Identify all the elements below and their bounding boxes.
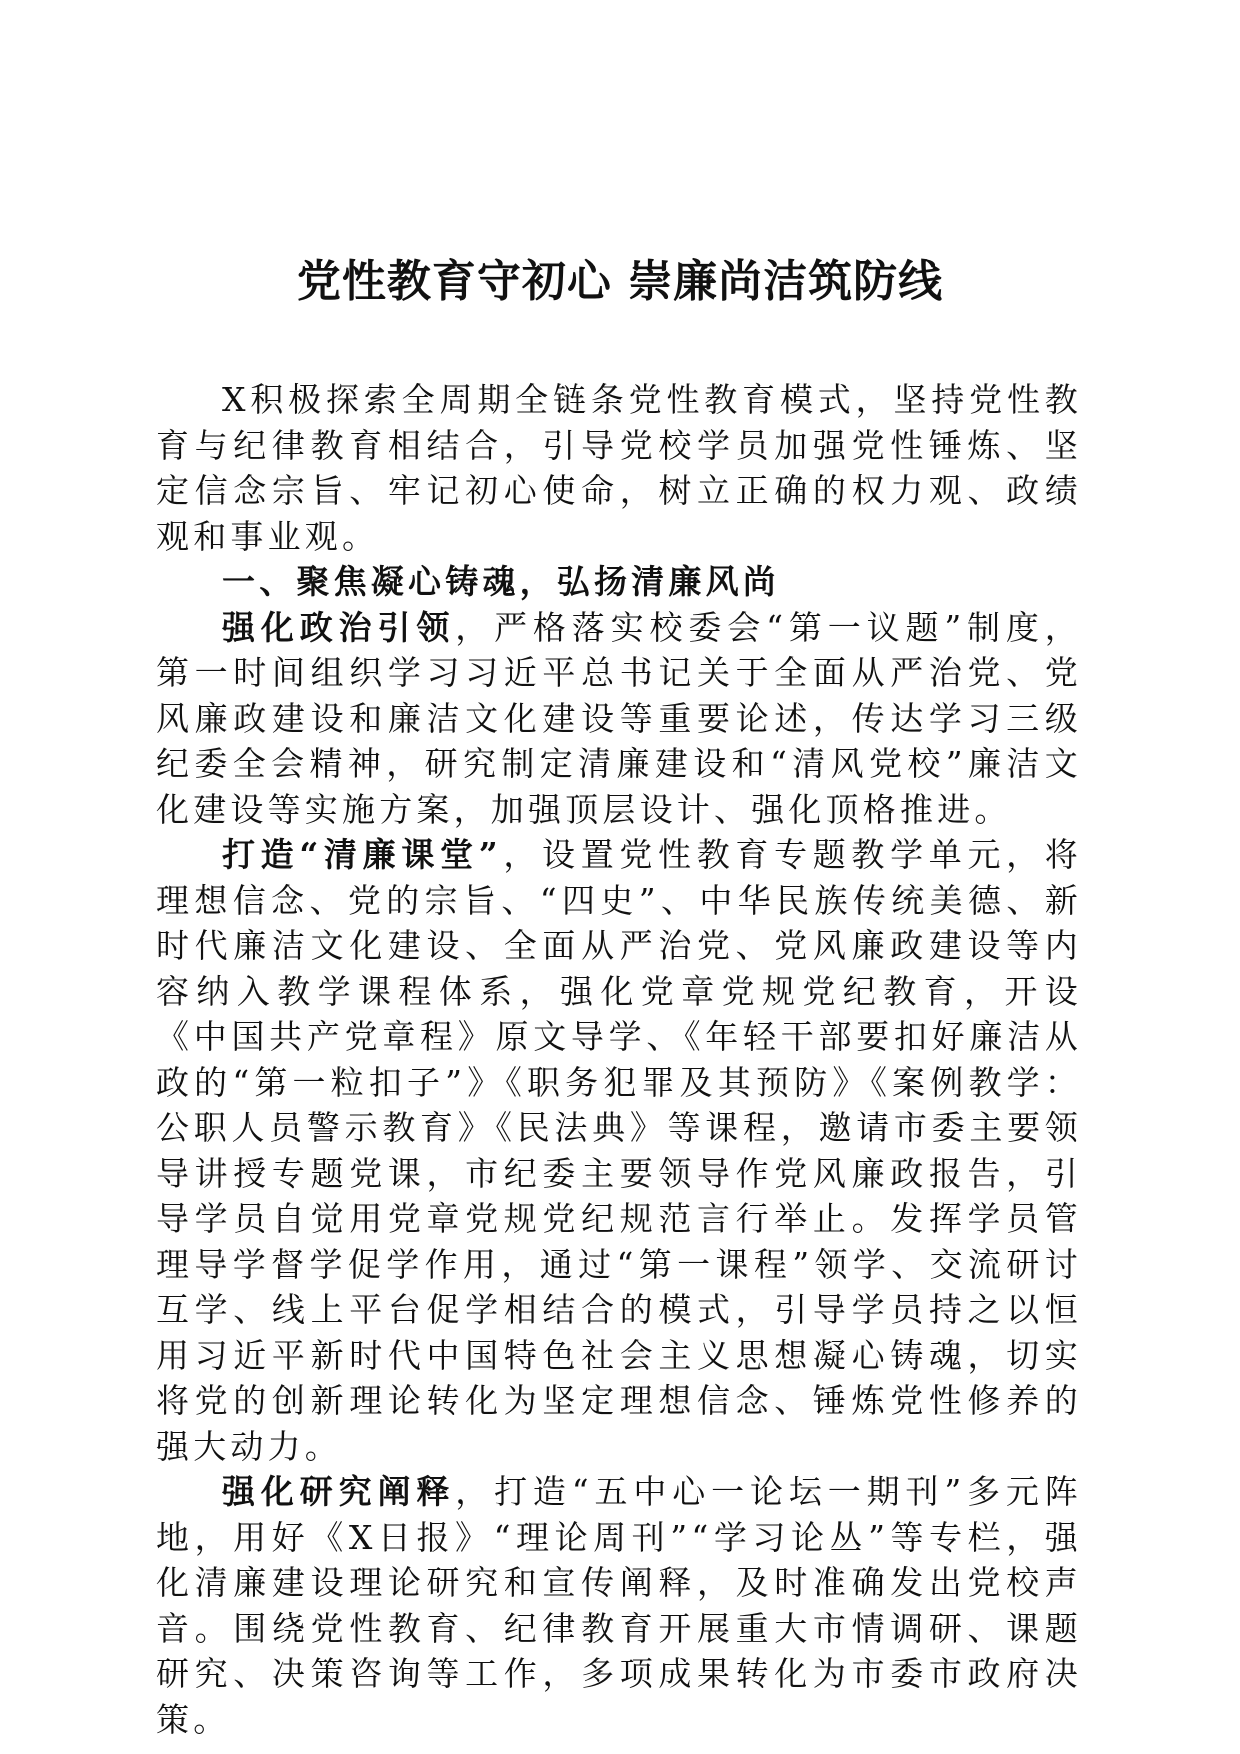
section-heading: 一、聚焦凝心铸魂，弘扬清廉风尚 (222, 562, 780, 601)
paragraph-lead: 强化研究阐释 (222, 1472, 456, 1511)
paragraph-political-guidance (156, 605, 1082, 833)
paragraph-lead: 打造“清廉课堂” (222, 835, 502, 874)
paragraph-clean-classroom (156, 832, 1082, 1469)
document-title: 党性教育守初心 崇廉尚洁筑防线 (296, 256, 944, 307)
paragraph-text: ，设置党性教育专题教学单元，将理想信念、党的宗旨、“四史”、中华民族传统美德、新时代廉洁文化建设、全面从严治党、党风廉政建设等内容纳入教学课程体系，强化党章党规党纪教育，开设《中国共产党章程》原文导学、《年轻干部要扣好廉洁从政的“第一粒扣子”》《职务犯罪及其预防》《案例教学：公职人员警示教育》《民法典》等课程，邀请市委主要领导讲授专题党课，市纪委主要领导作党风廉政报告，引导学员自觉用党章党规党纪规范言行举止。发挥学员管理导学督学促学作用，通过“第一课程”领学、交流研讨互学、线上平台促学相结合的模式，引导学员持之以恒用习近平新时代中国特色社会主义思想凝心铸魂，切实将党的创新理论转化为坚定理想信念、锤炼党性修养的强大动力。 (156, 835, 1082, 1466)
intro-paragraph: X积极探索全周期全链条党性教育模式，坚持党性教育与纪律教育相结合，引导党校学员加强党性锤炼、坚定信念宗旨、牢记初心使命，树立正确的权力观、政绩观和事业观。 (156, 380, 1082, 556)
paragraph-text: ，严格落实校委会“第一议题”制度，第一时间组织学习习近平总书记关于全面从严治党、党风廉政建设和廉洁文化建设等重要论述，传达学习三级纪委全会精神，研究制定清廉建设和“清风党校”廉洁文化建设等实施方案，加强顶层设计、强化顶格推进。 (156, 607, 1082, 829)
paragraph-lead: 强化政治引领 (222, 607, 456, 647)
document-body (156, 377, 1082, 1742)
paragraph-research (156, 1469, 1082, 1742)
paragraph-text: ，打造“五中心一论坛一期刊”多元阵地，用好《X日报》“理论周刊”“学习论丛”等专栏，强化清廉建设理论研究和宣传阐释，及时准确发出党校声音。围绕党性教育、纪律教育开展重大市情调研、课题研究、决策咨询等工作，多项成果转化为市委市政府决策。 (156, 1472, 1082, 1739)
